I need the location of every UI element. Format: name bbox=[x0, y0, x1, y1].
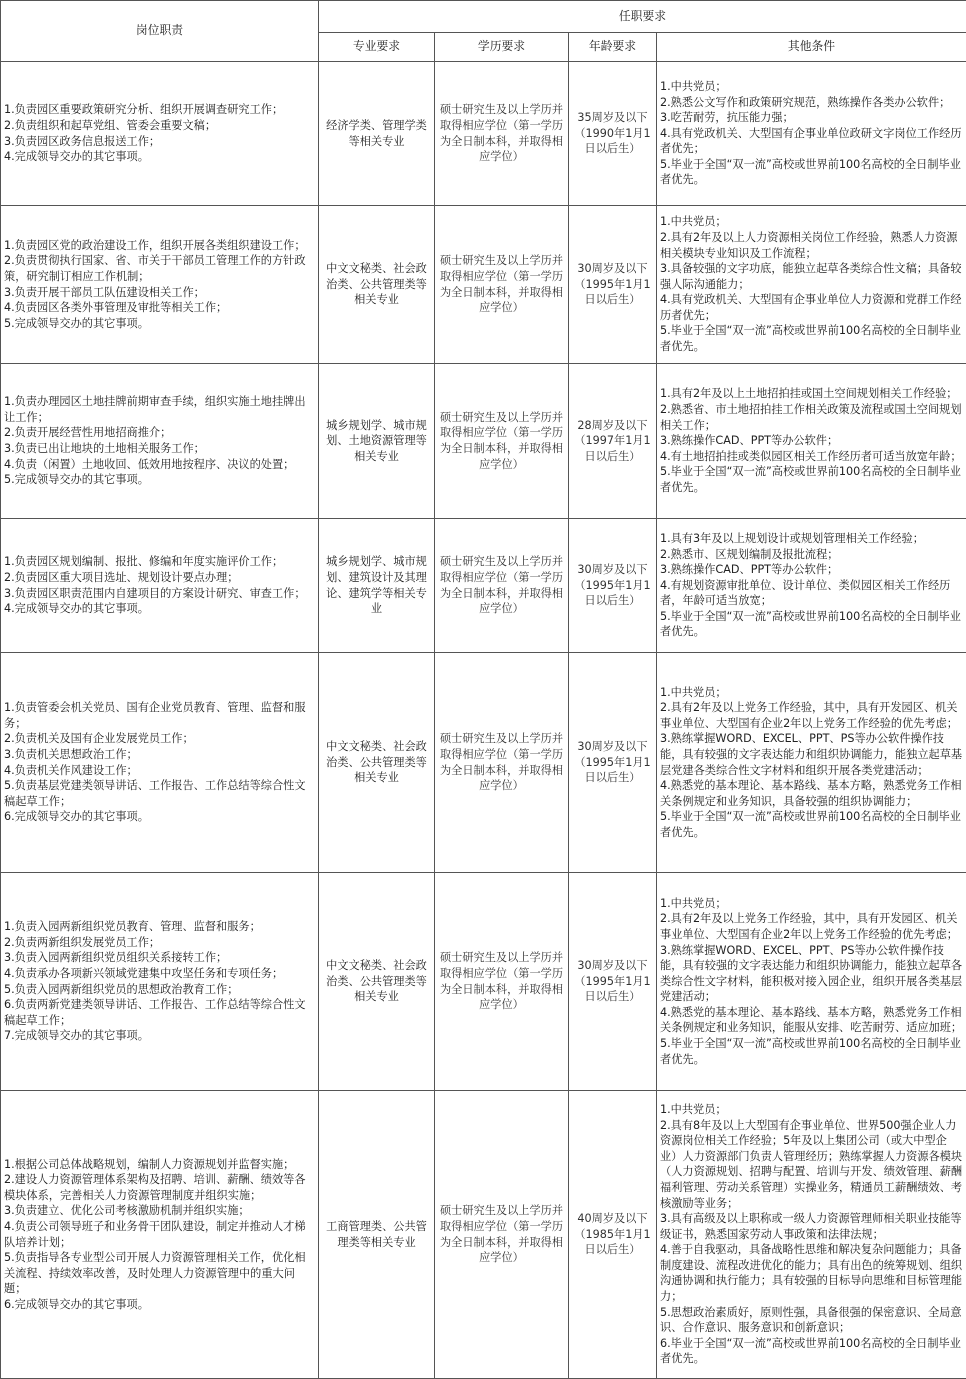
other-item: 3.熟练操作CAD、PPT等办公软件； bbox=[660, 562, 963, 578]
age-cell: 40周岁及以下（1985年1月1日以后生） bbox=[569, 1091, 657, 1379]
duty-item: 7.完成领导交办的其它事项。 bbox=[4, 1028, 315, 1044]
other-item: 3.具有高级及以上职称或一级人力资源管理师相关职业技能等级证书，熟悉国家劳动人事政策和法律法规； bbox=[660, 1211, 963, 1242]
other-cell bbox=[657, 653, 966, 873]
duty-item: 6.负责两新党建类领导讲话、工作报告、工作总结等综合性文稿起草工作； bbox=[4, 997, 315, 1028]
other-item: 3.具备较强的文字功底，能独立起草各类综合性文稿；具备较强人际沟通能力； bbox=[660, 261, 963, 292]
header-major: 专业要求 bbox=[319, 33, 435, 62]
major-cell: 城乡规划学、城市规划、建筑设计及其理论、建筑学等相关专业 bbox=[319, 519, 435, 653]
table-row bbox=[1, 206, 966, 364]
duty-item: 4.负责园区各类外事管理及审批等相关工作； bbox=[4, 300, 315, 316]
other-item: 5.思想政治素质好，原则性强，具备很强的保密意识、全局意识、合作意识、服务意识和创新意识； bbox=[660, 1305, 963, 1336]
duty-item: 2.负责组织和起草党组、管委会重要文稿； bbox=[4, 118, 315, 134]
duty-cell bbox=[1, 62, 319, 206]
table-row bbox=[1, 1091, 966, 1379]
duty-cell bbox=[1, 653, 319, 873]
duty-item: 2.负责开展经营性用地招商推介； bbox=[4, 425, 315, 441]
duty-item: 3.负责已出让地块的土地相关服务工作； bbox=[4, 441, 315, 457]
duty-item: 1.负责园区重要政策研究分析、组织开展调查研究工作； bbox=[4, 102, 315, 118]
other-item: 4.具有党政机关、大型国有企事业单位政研文字岗位工作经历者优先； bbox=[660, 126, 963, 157]
duty-item: 4.负责承办各项新兴领域党建集中攻坚任务和专项任务； bbox=[4, 966, 315, 982]
header-education: 学历要求 bbox=[435, 33, 569, 62]
other-item: 4.熟悉党的基本理论、基本路线、基本方略，熟悉党务工作相关条例规定和业务知识，具备较强的组织协调能力； bbox=[660, 778, 963, 809]
duty-item: 3.负责机关思想政治工作； bbox=[4, 747, 315, 763]
duty-item: 5.负责入园两新组织党员的思想政治教育工作； bbox=[4, 982, 315, 998]
duty-item: 4.完成领导交办的其它事项。 bbox=[4, 149, 315, 165]
other-item: 2.具有2年及以上党务工作经验，其中，具有开发园区、机关事业单位、大型国有企业2年以上党务工作经验的优先考虑； bbox=[660, 911, 963, 942]
other-item: 2.熟悉公文写作和政策研究规范，熟练操作各类办公软件； bbox=[660, 95, 963, 111]
other-item: 5.毕业于全国“双一流”高校或世界前100名高校的全日制毕业者优先。 bbox=[660, 323, 963, 354]
header-requirements: 任职要求 bbox=[319, 1, 966, 33]
other-cell bbox=[657, 1091, 966, 1379]
duty-item: 2.负责机关及国有企业发展党员工作； bbox=[4, 731, 315, 747]
other-item: 2.具有8年及以上大型国有企事业单位、世界500强企业人力资源岗位相关工作经验；5年及以上集团公司（或大中型企业）人力资源部门负责人管理经历；熟练掌握人力资源各模块（人力资源规划、招聘与配置、培训与开发、绩效管理、薪酬福利管理、劳动关系管理）实操业务，精通员工薪酬绩效、考核激励等业务； bbox=[660, 1118, 963, 1212]
duty-cell bbox=[1, 206, 319, 364]
other-item: 6.毕业于全国“双一流”高校或世界前100名高校的全日制毕业者优先。 bbox=[660, 1336, 963, 1367]
other-item: 3.熟练掌握WORD、EXCEL、PPT、PS等办公软件操作技能，具有较强的文字表达能力和组织协调能力，能独立起草各类综合性文字材料，能积极对接入园企业，组织开展各类基层党建活动； bbox=[660, 943, 963, 1005]
duty-item: 5.完成领导交办的其它事项。 bbox=[4, 472, 315, 488]
duty-item: 5.完成领导交办的其它事项。 bbox=[4, 316, 315, 332]
duty-item: 5.负责指导各专业型公司开展人力资源管理相关工作，优化相关流程、持续效率改善，及时处理人力资源管理中的重大问题； bbox=[4, 1250, 315, 1297]
other-item: 1.具有3年及以上规划设计或规划管理相关工作经验； bbox=[660, 531, 963, 547]
other-item: 1.中共党员； bbox=[660, 685, 963, 701]
major-cell: 中文文秘类、社会政治类、公共管理类等相关专业 bbox=[319, 653, 435, 873]
major-cell: 城乡规划学、城市规划、土地资源管理等相关专业 bbox=[319, 364, 435, 519]
duty-item: 3.负责建立、优化公司考核激励机制并组织实施； bbox=[4, 1203, 315, 1219]
education-cell: 硕士研究生及以上学历并取得相应学位（第一学历为全日制本科，并取得相应学位） bbox=[435, 206, 569, 364]
other-cell bbox=[657, 62, 966, 206]
duty-item: 2.负责两新组织发展党员工作； bbox=[4, 935, 315, 951]
duty-item: 1.负责园区党的政治建设工作，组织开展各类组织建设工作； bbox=[4, 238, 315, 254]
major-cell: 工商管理类、公共管理类等相关专业 bbox=[319, 1091, 435, 1379]
education-cell: 硕士研究生及以上学历并取得相应学位（第一学历为全日制本科，并取得相应学位） bbox=[435, 653, 569, 873]
header-duty: 岗位职责 bbox=[1, 1, 319, 62]
other-cell bbox=[657, 364, 966, 519]
duty-cell bbox=[1, 364, 319, 519]
duty-item: 1.负责园区规划编制、报批、修编和年度实施评价工作； bbox=[4, 554, 315, 570]
other-item: 1.中共党员； bbox=[660, 79, 963, 95]
duty-item: 3.负责园区政务信息报送工作； bbox=[4, 134, 315, 150]
duty-item: 2.负责园区重大项目选址、规划设计要点办理； bbox=[4, 570, 315, 586]
other-item: 4.熟悉党的基本理论、基本路线、基本方略，熟悉党务工作相关条例规定和业务知识，能服从安排、吃苦耐劳、适应加班； bbox=[660, 1005, 963, 1036]
other-item: 5.毕业于全国“双一流”高校或世界前100名高校的全日制毕业者优先。 bbox=[660, 609, 963, 640]
duty-cell bbox=[1, 1091, 319, 1379]
duty-item: 1.负责办理园区土地挂牌前期审查手续，组织实施土地挂牌出让工作； bbox=[4, 394, 315, 425]
duty-item: 6.完成领导交办的其它事项。 bbox=[4, 1297, 315, 1313]
other-item: 4.有规划资源审批单位、设计单位、类似园区相关工作经历者，年龄可适当放宽； bbox=[660, 578, 963, 609]
education-cell: 硕士研究生及以上学历并取得相应学位（第一学历为全日制本科，并取得相应学位） bbox=[435, 519, 569, 653]
age-cell: 28周岁及以下（1997年1月1日以后生） bbox=[569, 364, 657, 519]
other-item: 1.中共党员； bbox=[660, 896, 963, 912]
education-cell: 硕士研究生及以上学历并取得相应学位（第一学历为全日制本科，并取得相应学位） bbox=[435, 62, 569, 206]
other-item: 3.熟练掌握WORD、EXCEL、PPT、PS等办公软件操作技能，具有较强的文字表达能力和组织协调能力，能独立起草基层党建各类综合性文字材料和组织开展各类党建活动； bbox=[660, 731, 963, 778]
other-item: 4.具有党政机关、大型国有企事业单位人力资源和党群工作经历者优先； bbox=[660, 292, 963, 323]
other-item: 5.毕业于全国“双一流”高校或世界前100名高校的全日制毕业者优先。 bbox=[660, 1036, 963, 1067]
duty-cell bbox=[1, 873, 319, 1091]
table-row bbox=[1, 364, 966, 519]
duty-item: 3.负责园区职责范围内自建项目的方案设计研究、审查工作； bbox=[4, 586, 315, 602]
other-item: 3.熟练操作CAD、PPT等办公软件； bbox=[660, 433, 963, 449]
duty-item: 3.负责开展干部员工队伍建设相关工作； bbox=[4, 285, 315, 301]
duty-item: 4.负责（闲置）土地收回、低效用地按程序、决议的处置； bbox=[4, 457, 315, 473]
age-cell: 30周岁及以下（1995年1月1日以后生） bbox=[569, 653, 657, 873]
major-cell: 经济学类、管理学类等相关专业 bbox=[319, 62, 435, 206]
age-cell: 35周岁及以下（1990年1月1日以后生） bbox=[569, 62, 657, 206]
duty-item: 3.负责入园两新组织党员组织关系接转工作； bbox=[4, 950, 315, 966]
other-item: 4.有土地招拍挂或类似园区相关工作经历者可适当放宽年龄； bbox=[660, 449, 963, 465]
other-item: 1.中共党员； bbox=[660, 214, 963, 230]
other-item: 5.毕业于全国“双一流”高校或世界前100名高校的全日制毕业者优先。 bbox=[660, 464, 963, 495]
other-item: 5.毕业于全国“双一流”高校或世界前100名高校的全日制毕业者优先。 bbox=[660, 157, 963, 188]
other-item: 1.具有2年及以上土地招拍挂或国土空间规划相关工作经验； bbox=[660, 386, 963, 402]
duty-cell bbox=[1, 519, 319, 653]
duty-item: 5.负责基层党建类领导讲话、工作报告、工作总结等综合性文稿起草工作； bbox=[4, 778, 315, 809]
education-cell: 硕士研究生及以上学历并取得相应学位（第一学历为全日制本科，并取得相应学位） bbox=[435, 364, 569, 519]
duty-item: 1.负责入园两新组织党员教育、管理、监督和服务； bbox=[4, 919, 315, 935]
header-other: 其他条件 bbox=[657, 33, 966, 62]
table-row bbox=[1, 653, 966, 873]
other-cell bbox=[657, 519, 966, 653]
duty-item: 2.建设人力资源管理体系架构及招聘、培训、薪酬、绩效等各模块体系，完善相关人力资源管理制度并组织实施； bbox=[4, 1172, 315, 1203]
duty-item: 4.负责机关作风建设工作； bbox=[4, 763, 315, 779]
age-cell: 30周岁及以下（1995年1月1日以后生） bbox=[569, 519, 657, 653]
duty-item: 2.负责贯彻执行国家、省、市关于干部员工管理工作的方针政策，研究制订相应工作机制； bbox=[4, 253, 315, 284]
other-cell bbox=[657, 206, 966, 364]
duty-item: 4.负责公司领导班子和业务骨干团队建设，制定并推动人才梯队培养计划； bbox=[4, 1219, 315, 1250]
other-item: 5.毕业于全国“双一流”高校或世界前100名高校的全日制毕业者优先。 bbox=[660, 809, 963, 840]
other-item: 3.吃苦耐劳，抗压能力强； bbox=[660, 110, 963, 126]
education-cell: 硕士研究生及以上学历并取得相应学位（第一学历为全日制本科，并取得相应学位） bbox=[435, 1091, 569, 1379]
table-row bbox=[1, 519, 966, 653]
header-age: 年龄要求 bbox=[569, 33, 657, 62]
table-row bbox=[1, 62, 966, 206]
other-item: 2.熟悉市、区规划编制及报批流程； bbox=[660, 547, 963, 563]
duty-item: 1.根据公司总体战略规划，编制人力资源规划并监督实施； bbox=[4, 1157, 315, 1173]
other-item: 2.熟悉省、市土地招拍挂工作相关政策及流程或国土空间规划相关工作； bbox=[660, 402, 963, 433]
major-cell: 中文文秘类、社会政治类、公共管理类等相关专业 bbox=[319, 206, 435, 364]
duty-item: 4.完成领导交办的其它事项。 bbox=[4, 601, 315, 617]
table-row bbox=[1, 873, 966, 1091]
other-cell bbox=[657, 873, 966, 1091]
major-cell: 中文文秘类、社会政治类、公共管理类等相关专业 bbox=[319, 873, 435, 1091]
other-item: 4.善于自我驱动，具备战略性思维和解决复杂问题能力；具备制度建设、流程改进优化的能力；具有出色的统筹规划、组织沟通协调和执行能力；具有较强的目标导向思维和目标管理能力； bbox=[660, 1242, 963, 1304]
duty-item: 1.负责管委会机关党员、国有企业党员教育、管理、监督和服务； bbox=[4, 700, 315, 731]
age-cell: 30周岁及以下（1995年1月1日以后生） bbox=[569, 206, 657, 364]
other-item: 1.中共党员； bbox=[660, 1102, 963, 1118]
duty-item: 6.完成领导交办的其它事项。 bbox=[4, 809, 315, 825]
education-cell: 硕士研究生及以上学历并取得相应学位（第一学历为全日制本科，并取得相应学位） bbox=[435, 873, 569, 1091]
other-item: 2.具有2年及以上党务工作经验，其中，具有开发园区、机关事业单位、大型国有企业2年以上党务工作经验的优先考虑； bbox=[660, 700, 963, 731]
age-cell: 30周岁及以下（1995年1月1日以后生） bbox=[569, 873, 657, 1091]
other-item: 2.具有2年及以上人力资源相关岗位工作经验，熟悉人力资源相关模块专业知识及工作流程； bbox=[660, 230, 963, 261]
